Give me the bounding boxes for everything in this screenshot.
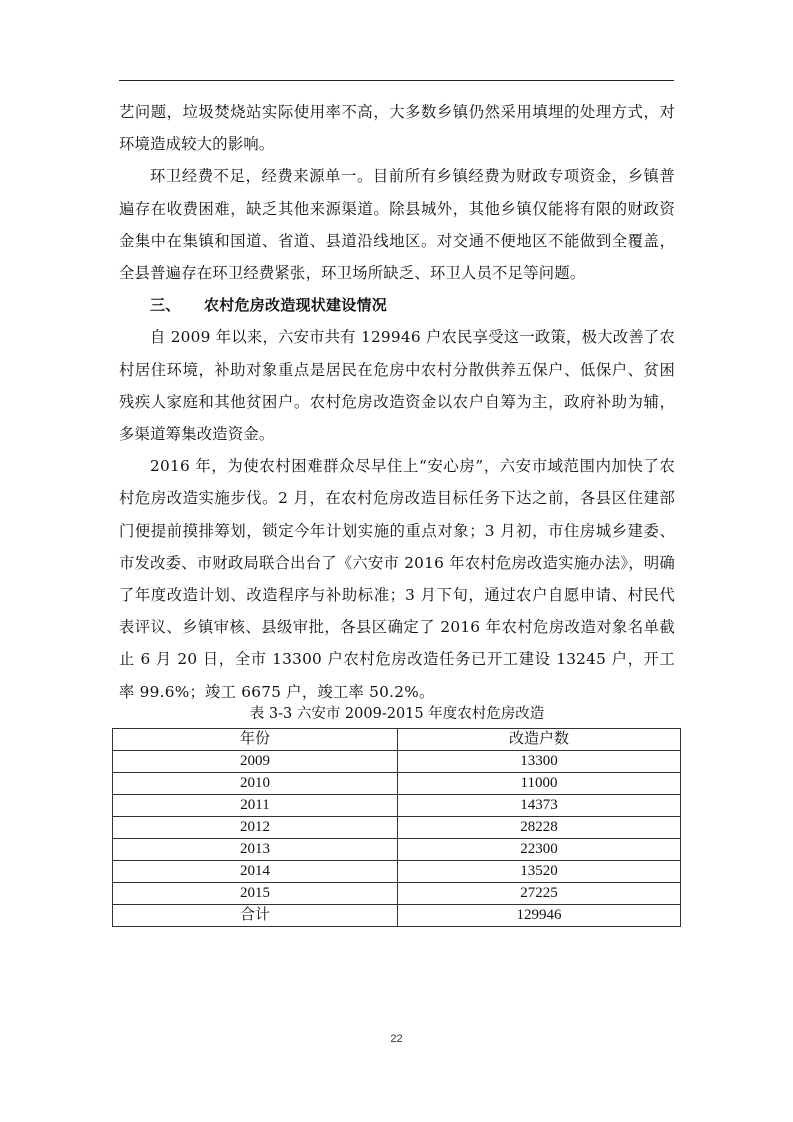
year-cell: 2012 xyxy=(113,817,398,839)
paragraph-landfill-issue: 艺问题，垃圾焚烧站实际使用率不高，大多数乡镇仍然采用填埋的处理方式，对环境造成较大的影响。 xyxy=(119,103,675,154)
households-cell: 28228 xyxy=(398,817,681,839)
section-number: 三、 xyxy=(150,296,181,315)
households-cell: 13300 xyxy=(398,751,681,773)
year-cell: 2011 xyxy=(113,795,398,817)
body-text xyxy=(119,96,675,708)
table-row xyxy=(113,773,681,795)
page-number: 22 xyxy=(390,1033,403,1045)
section-title: 农村危房改造现状建设情况 xyxy=(204,296,388,315)
table-row xyxy=(113,861,681,883)
header-rule xyxy=(119,80,674,81)
households-cell: 27225 xyxy=(398,883,681,905)
year-cell: 2013 xyxy=(113,839,398,861)
households-cell: 14373 xyxy=(398,795,681,817)
households-cell: 22300 xyxy=(398,839,681,861)
year-cell: 2015 xyxy=(113,883,398,905)
paragraph-2016-progress: 2016 年，为使农村困难群众尽早住上“安心房”，六安市域范围内加快了农村危房改造实施步伐。2 月，在农村危房改造目标任务下达之前，各县区住建部门便提前摸排筹划，锁定今年计划实施的重点对象；3 月初，市住房城乡建委、市发改委、市财政局联合出台了《六安市 2016 年农村危房改造实施办法》，明确了年度改造计划、改造程序与补助标准；3 月下旬，通过农户自愿申请、村民代表评议、乡镇审核、县级审批，各县区确定了 2016 年农村危房改造对象名单截止 6 月 20 日，全市 13300 户农村危房改造任务已开工建设 13245 户，开工率 99.6%；竣工 6675 户，竣工率 50.2%。 xyxy=(119,457,675,701)
year-cell: 2009 xyxy=(113,751,398,773)
header-households: 改造户数 xyxy=(398,729,681,751)
table-row xyxy=(113,839,681,861)
paragraph-since-2009: 自 2009 年以来，六安市共有 129946 户农民享受这一政策，极大改善了农村居住环境，补助对象重点是居民在危房中农村分散供养五保户、低保户、贫困残疾人家庭和其他贫困户。农村危房改造资金以农户自筹为主，政府补助为辅，多渠道筹集改造资金。 xyxy=(119,328,675,444)
table-row xyxy=(113,751,681,773)
header-year: 年份 xyxy=(113,729,398,751)
year-cell: 2014 xyxy=(113,861,398,883)
table-header-row xyxy=(113,729,681,751)
table-row xyxy=(113,795,681,817)
table-caption: 表 3-3 六安市 2009-2015 年度农村危房改造 xyxy=(249,706,545,722)
total-value-cell: 129946 xyxy=(398,905,681,927)
table-row xyxy=(113,883,681,905)
households-cell: 11000 xyxy=(398,773,681,795)
households-cell: 13520 xyxy=(398,861,681,883)
table-row xyxy=(113,817,681,839)
year-cell: 2010 xyxy=(113,773,398,795)
table-total-row xyxy=(113,905,681,927)
paragraph-sanitation-funding: 环卫经费不足，经费来源单一。目前所有乡镇经费为财政专项资金，乡镇普遍存在收费困难，缺乏其他来源渠道。除县城外，其他乡镇仅能将有限的财政资金集中在集镇和国道、省道、县道沿线地区。对交通不便地区不能做到全覆盖，全县普遍存在环卫经费紧张，环卫场所缺乏、环卫人员不足等问题。 xyxy=(119,167,675,283)
total-label-cell: 合计 xyxy=(113,905,398,927)
renovation-table xyxy=(112,728,681,927)
section-heading xyxy=(119,289,675,321)
